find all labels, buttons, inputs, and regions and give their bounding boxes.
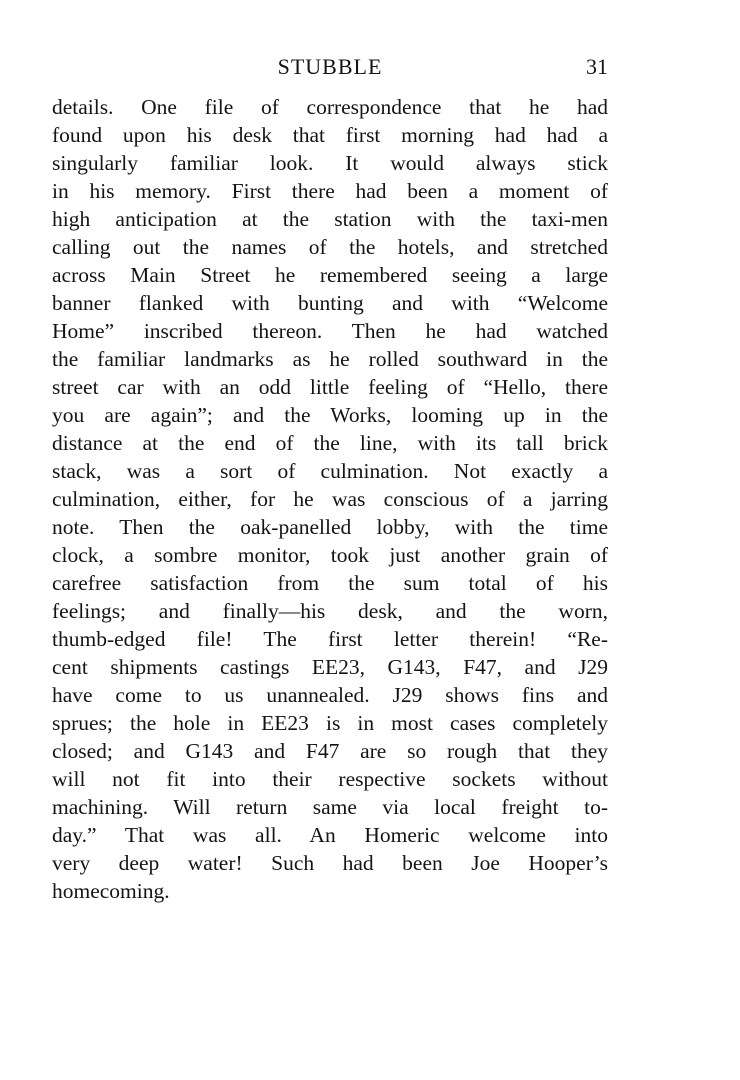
text-line: carefree satisfaction from the sum total of his: [52, 571, 608, 595]
text-line: thumb-edged file! The first letter therein! “Re-: [52, 627, 608, 651]
text-line: machining. Will return same via local freight to-: [52, 795, 608, 819]
text-line: Home” inscribed thereon. Then he had watched: [52, 319, 608, 343]
text-line: street car with an odd little feeling of “Hello, there: [52, 375, 608, 399]
text-line: feelings; and finally—his desk, and the worn,: [52, 599, 608, 623]
text-line: high anticipation at the station with the taxi-men: [52, 207, 608, 231]
text-line: will not fit into their respective sockets without: [52, 767, 608, 791]
text-line: details. One file of correspondence that he had: [52, 95, 608, 119]
text-line: found upon his desk that first morning had had a: [52, 123, 608, 147]
text-line: have come to us unannealed. J29 shows fins and: [52, 683, 608, 707]
running-head: [52, 52, 608, 84]
text-line: singularly familiar look. It would always stick: [52, 151, 608, 175]
text-line: distance at the end of the line, with its tall brick: [52, 431, 608, 455]
text-line: the familiar landmarks as he rolled southward in the: [52, 347, 608, 371]
body-text: [52, 93, 608, 905]
text-line: you are again”; and the Works, looming up in the: [52, 403, 608, 427]
text-line: clock, a sombre monitor, took just another grain of: [52, 543, 608, 567]
text-line: across Main Street he remembered seeing a large: [52, 263, 608, 287]
text-line: closed; and G143 and F47 are so rough that they: [52, 739, 608, 763]
text-line: note. Then the oak-panelled lobby, with the time: [52, 515, 608, 539]
text-line: homecoming.: [52, 879, 170, 903]
page-number: 31: [586, 54, 608, 79]
text-line: stack, was a sort of culmination. Not exactly a: [52, 459, 608, 483]
running-title: STUBBLE: [277, 54, 383, 79]
text-line: calling out the names of the hotels, and stretched: [52, 235, 608, 259]
text-line: sprues; the hole in EE23 is in most cases completely: [52, 711, 608, 735]
text-line: banner flanked with bunting and with “Welcome: [52, 291, 608, 315]
text-line: very deep water! Such had been Joe Hooper’s: [52, 851, 608, 875]
text-line: day.” That was all. An Homeric welcome into: [52, 823, 608, 847]
text-line: in his memory. First there had been a moment of: [52, 179, 608, 203]
text-line: cent shipments castings EE23, G143, F47, and J29: [52, 655, 608, 679]
text-line: culmination, either, for he was conscious of a jarring: [52, 487, 608, 511]
